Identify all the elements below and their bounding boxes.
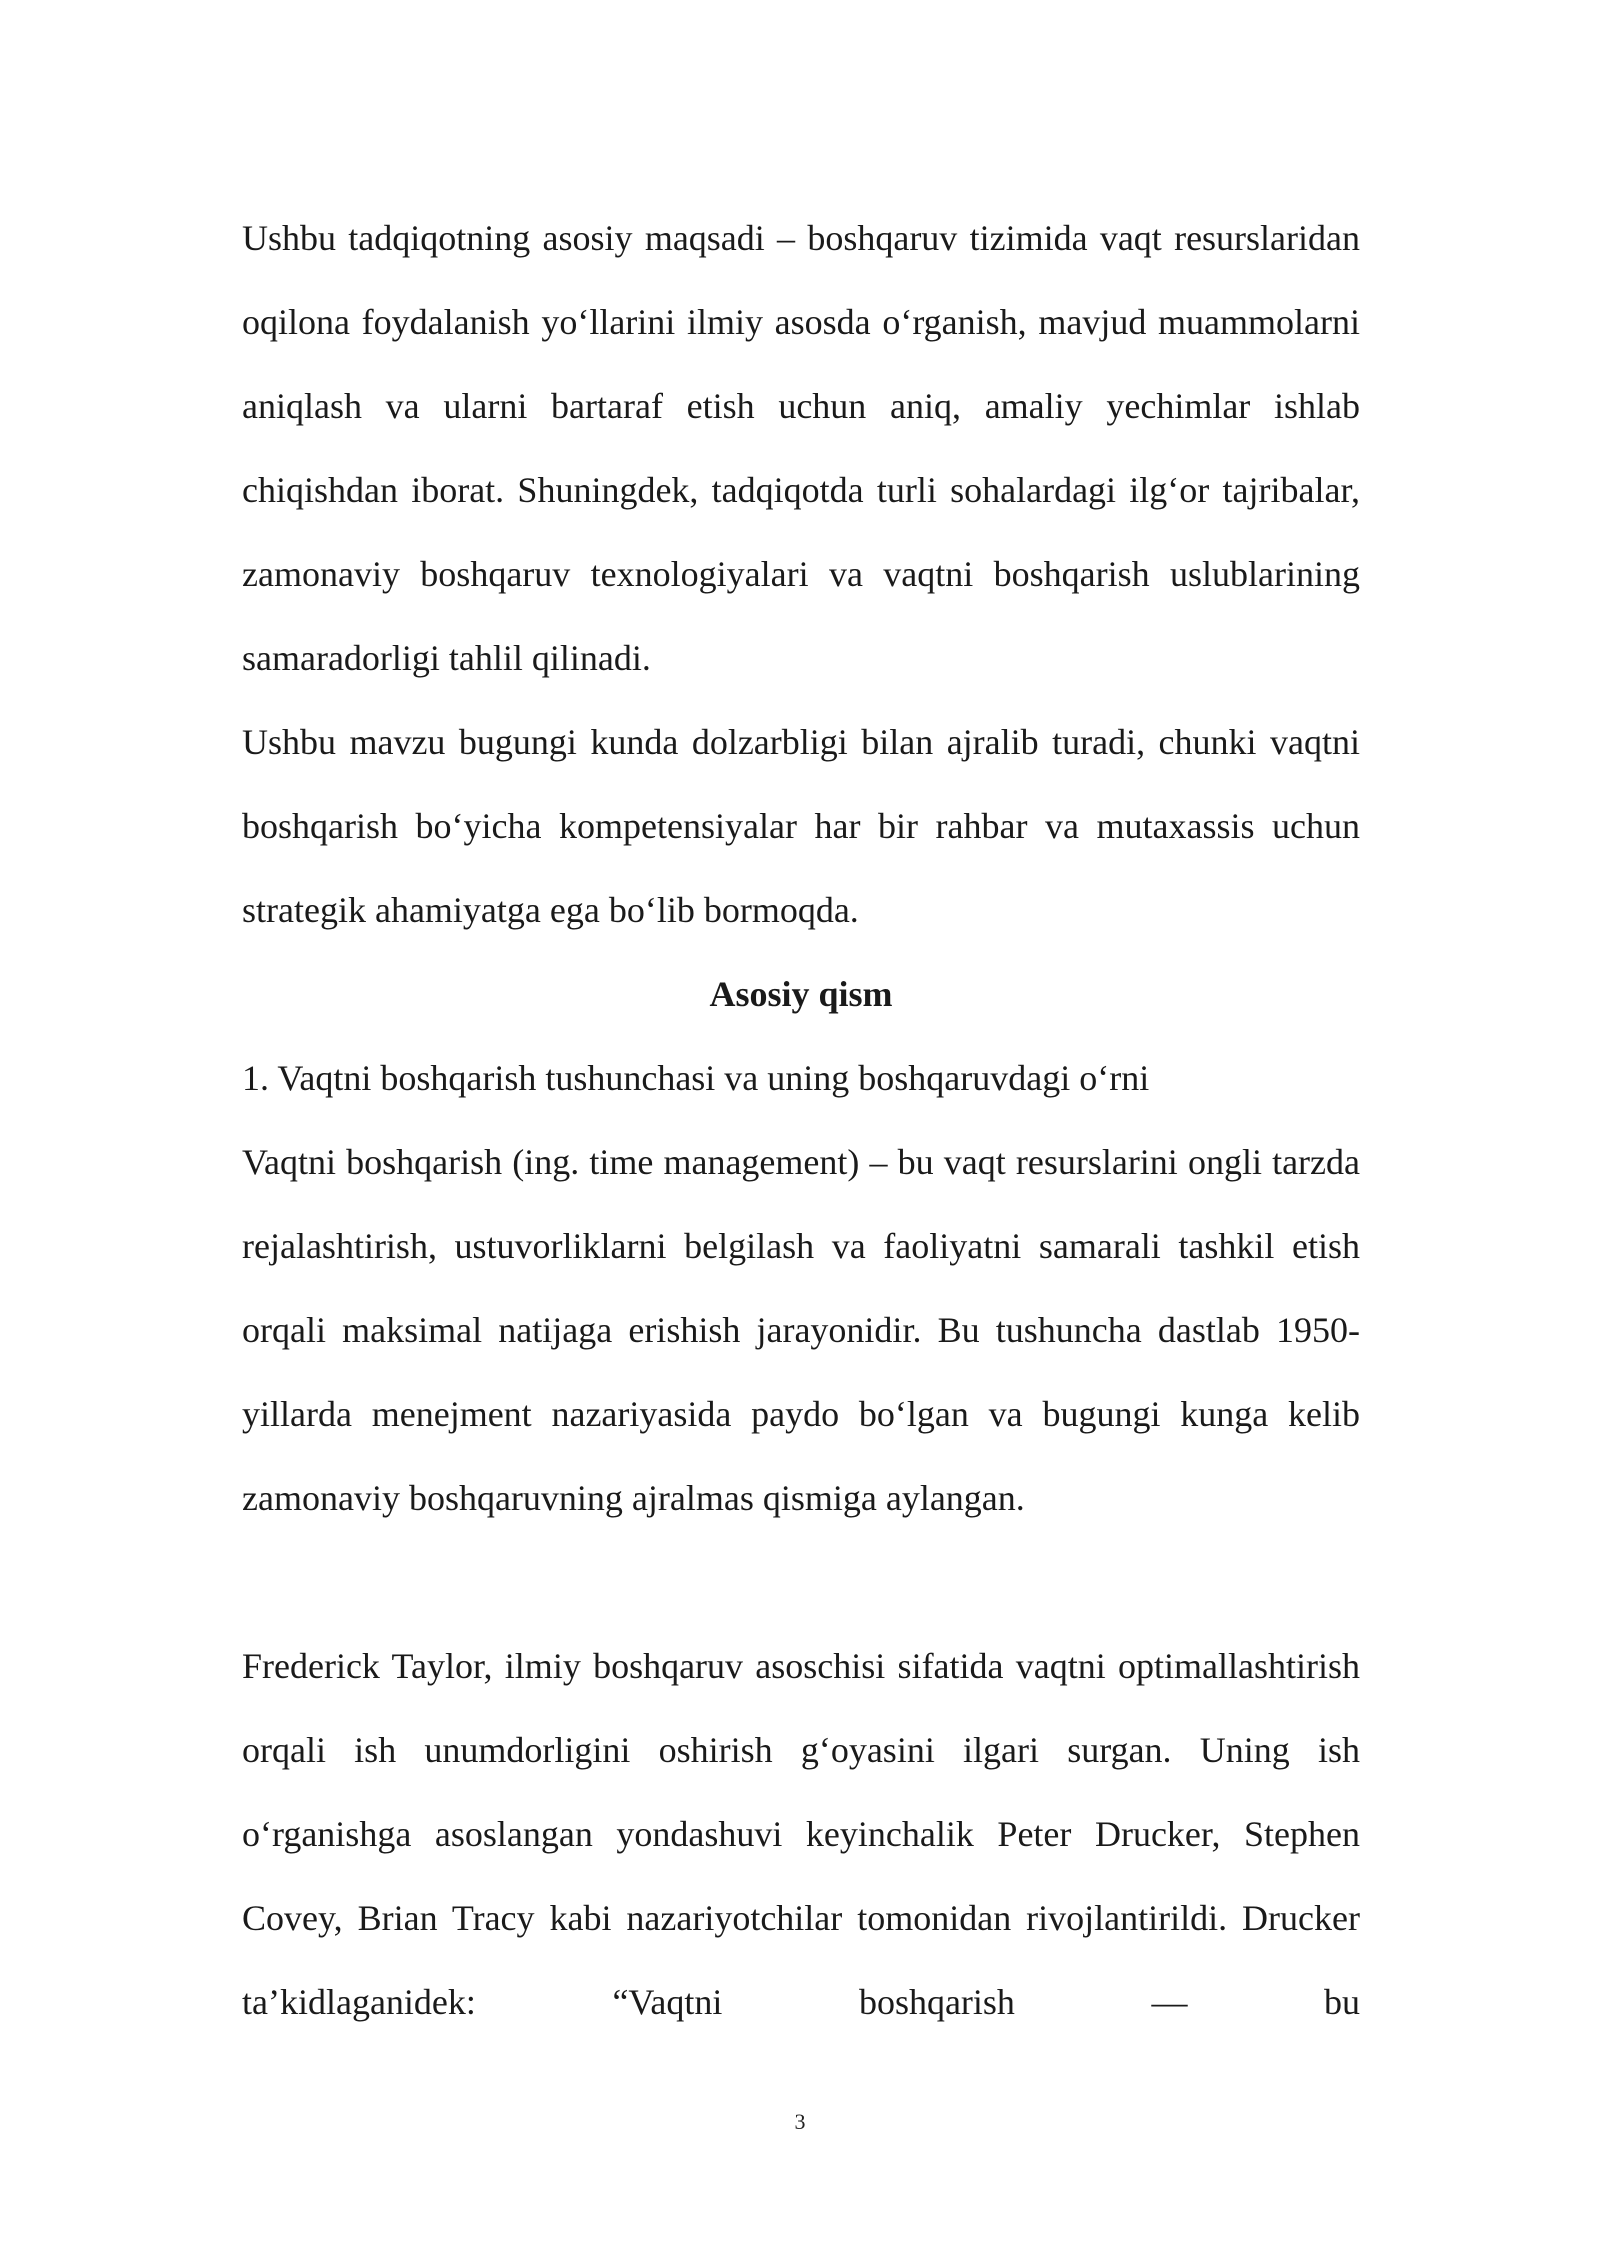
page-number: 3 (794, 2109, 806, 2134)
subsection-title: 1. Vaqtni boshqarish tushunchasi va uning boshqaruvdagi o‘rni (242, 1058, 1150, 1098)
paragraph-research-goal: Ushbu tadqiqotning asosiy maqsadi – boshqaruv tizimida vaqt resurslaridan oqilona foydalanish yo‘llarini ilmiy asosda o‘rganish, mavjud muammolarni aniqlash va ularni bartaraf etish uchun aniq, amaliy yechimlar ishlab chiqishdan iborat. Shuningdek, tadqiqotda turli sohalardagi ilg‘or tajribalar, zamonaviy boshqaruv texnologiyalari va vaqtni boshqarish uslublarining samaradorligi tahlil qilinadi. (242, 218, 1360, 678)
page-content (242, 196, 1360, 2044)
paragraph-definition: Vaqtni boshqarish (ing. time management) – bu vaqt resurslarini ongli tarzda rejalashtirish, ustuvorliklarni belgilash va faoliyatni samarali tashkil etish orqali maksimal natijaga erishish jarayonidir. Bu tushuncha dastlab 1950-yillarda menejment nazariyasida paydo bo‘lgan va bugungi kunga kelib zamonaviy boshqaruvning ajralmas qismiga aylangan. (242, 1142, 1360, 1518)
blank-line (242, 1540, 1360, 1624)
paragraph-history: Frederick Taylor, ilmiy boshqaruv asoschisi sifatida vaqtni optimallashtirish orqali ish unumdorligini oshirish g‘oyasini ilgari surgan. Uning ish o‘rganishga asoslangan yondashuvi keyinchalik Peter Drucker, Stephen Covey, Brian Tracy kabi nazariyotchilar tomonidan rivojlantirildi. Drucker ta’kidlaganidek: “Vaqtni boshqarish — bu (242, 1646, 1360, 2022)
section-heading: Asosiy qism (709, 974, 893, 1014)
paragraph-relevance: Ushbu mavzu bugungi kunda dolzarbligi bilan ajralib turadi, chunki vaqtni boshqarish bo‘yicha kompetensiyalar har bir rahbar va mutaxassis uchun strategik ahamiyatga ega bo‘lib bormoqda. (242, 722, 1360, 930)
